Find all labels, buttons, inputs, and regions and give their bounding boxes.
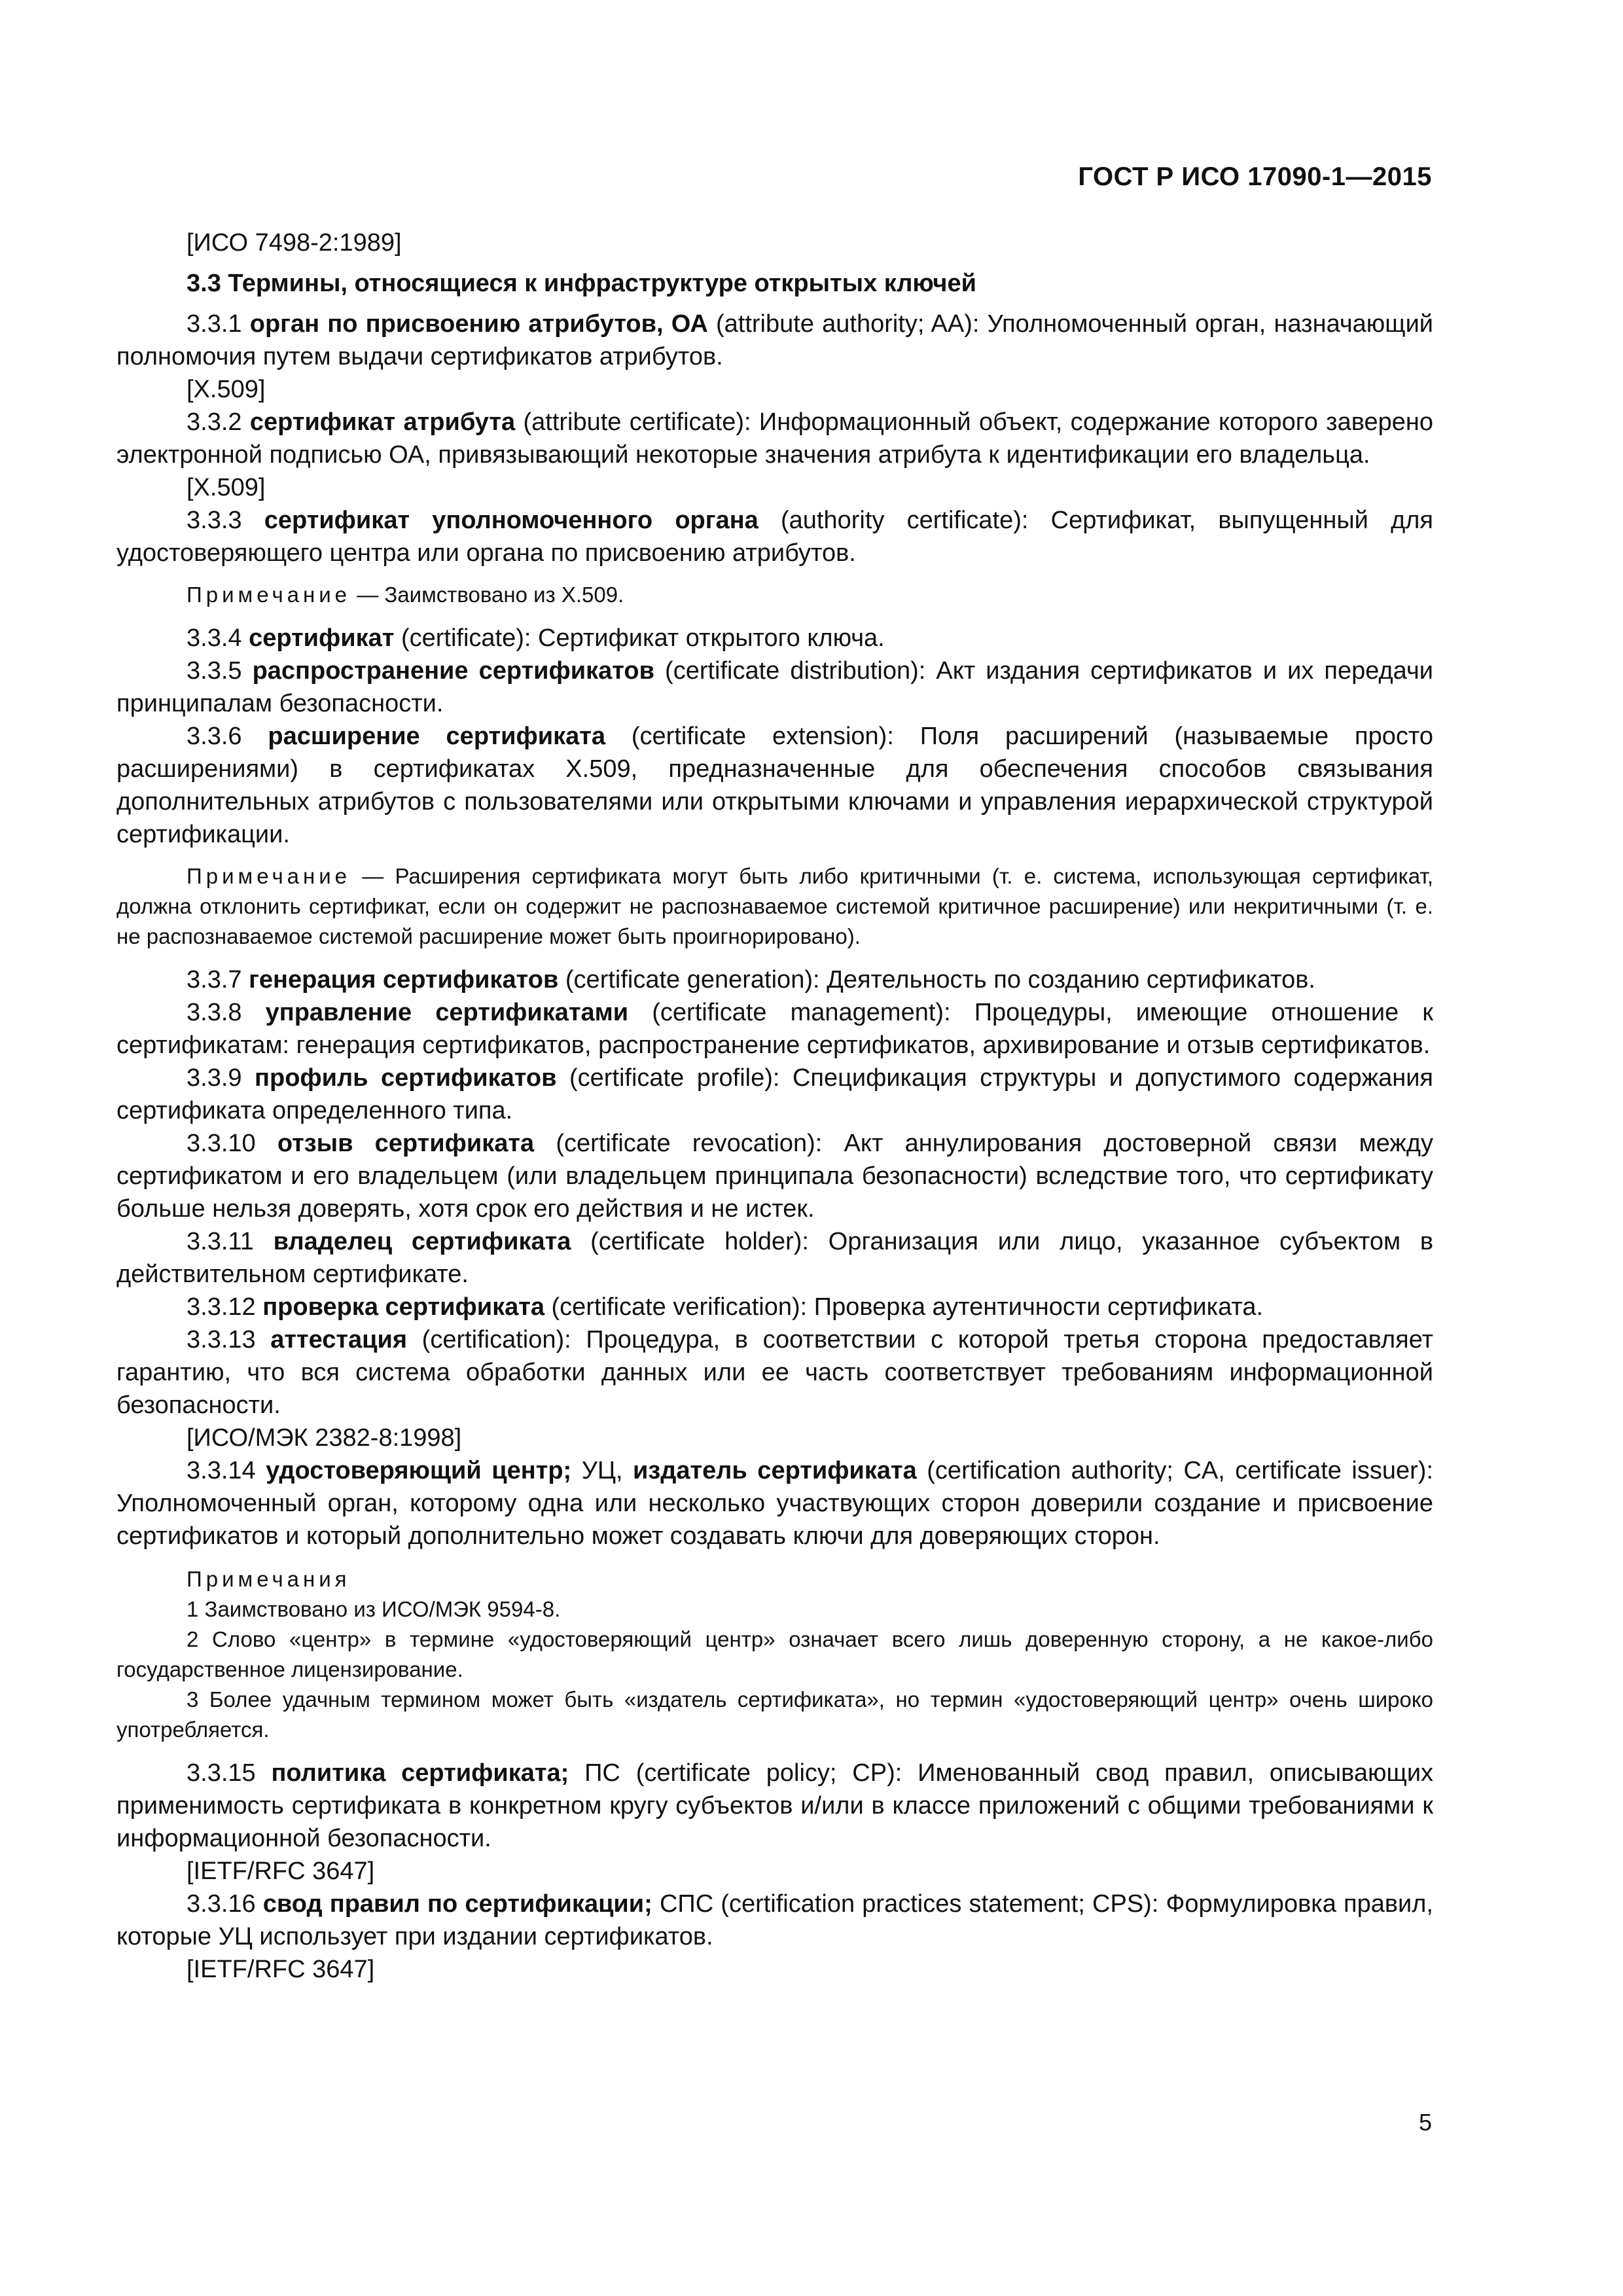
term-entry bbox=[116, 406, 1433, 471]
term-number: 3.3.13 bbox=[187, 1326, 256, 1354]
term-entry bbox=[116, 996, 1433, 1062]
term-entry bbox=[116, 504, 1433, 569]
term-definition: Проверка аутентичности сертификата. bbox=[813, 1293, 1264, 1321]
term-number: 3.3.5 bbox=[187, 657, 242, 685]
term-number: 3.3.3 bbox=[187, 507, 242, 534]
term-synonym: издатель сертификата bbox=[633, 1457, 917, 1484]
term-number: 3.3.9 bbox=[187, 1064, 242, 1092]
term-name: отзыв сертификата bbox=[277, 1130, 535, 1157]
term-definition: Деятельность по созданию сертификатов. bbox=[827, 966, 1315, 994]
term-definition: Процедуры, имеющие отношение к сертификатам: генерация сертификатов, распространение сертификатов, архивирование и отзыв сертификатов. bbox=[116, 999, 1433, 1059]
term-english: (attribute certificate): bbox=[523, 408, 751, 436]
term-entry bbox=[116, 963, 1433, 996]
note-text: — Заимствовано из X.509. bbox=[357, 583, 624, 607]
term-entry bbox=[116, 1454, 1433, 1552]
term-name: свод правил по сертификации; bbox=[262, 1890, 652, 1918]
term-abbreviation: СПС bbox=[659, 1890, 714, 1918]
term-definition: Организация или лицо, указанное субъектом в действительном сертификате. bbox=[116, 1228, 1434, 1288]
term-name: политика сертификата; bbox=[271, 1759, 569, 1787]
term-name: владелец сертификата bbox=[273, 1228, 571, 1255]
term-name: сертификат уполномоченного органа bbox=[264, 507, 758, 534]
note bbox=[116, 580, 1433, 610]
term-english: (attribute authority; AA): bbox=[716, 310, 980, 338]
term-name: сертификат bbox=[249, 624, 395, 652]
term-number: 3.3.1 bbox=[187, 310, 242, 338]
term-definition: Поля расширений (называемые просто расширениями) в сертификатах X.509, предназначенные для обеспечения способов связывания дополнительных атрибутов с пользователями или открытыми ключами и управления иерархической структурой сертификации. bbox=[116, 723, 1433, 848]
term-entry bbox=[116, 720, 1433, 851]
term-name: орган по присвоению атрибутов, ОА bbox=[249, 310, 708, 338]
term-number: 3.3.7 bbox=[187, 966, 242, 994]
term-english: (certificate): bbox=[401, 624, 531, 652]
reference: [ИСО 7498-2:1989] bbox=[187, 229, 402, 257]
term-english: (certificate profile): bbox=[569, 1064, 780, 1092]
reference: [ИСО/МЭК 2382-8:1998] bbox=[187, 1424, 462, 1452]
term-definition: Сертификат открытого ключа. bbox=[538, 624, 885, 652]
term-english: (certificate policy; CP): bbox=[635, 1759, 902, 1787]
term-definition: Информационный объект, содержание которого заверено электронной подписью ОА, привязывающий некоторые значения атрибута к идентификации его владельца. bbox=[116, 408, 1434, 469]
term-english: (certificate generation): bbox=[565, 966, 820, 994]
term-name: удостоверяющий центр; bbox=[266, 1457, 572, 1484]
term-abbreviation: УЦ, bbox=[581, 1457, 623, 1484]
term-name: сертификат атрибута bbox=[249, 408, 516, 436]
term-definition: Спецификация структуры и допустимого содержания сертификата определенного типа. bbox=[116, 1064, 1434, 1124]
note-item: 2 Слово «центр» в термине «удостоверяющий центр» означает всего лишь доверенную сторону, а не какое-либо государственное лицензирование. bbox=[116, 1627, 1433, 1681]
term-english: (certificate verification): bbox=[551, 1293, 808, 1321]
term-number: 3.3.16 bbox=[187, 1890, 256, 1918]
term-entry bbox=[116, 1291, 1433, 1323]
term-number: 3.3.11 bbox=[187, 1228, 254, 1255]
term-name: генерация сертификатов bbox=[249, 966, 559, 994]
term-english: (certificate revocation): bbox=[556, 1130, 823, 1157]
term-definition: Формулировка правил, которые УЦ использует при издании сертификатов. bbox=[116, 1890, 1433, 1950]
term-number: 3.3.12 bbox=[187, 1293, 256, 1321]
term-definition: Акт аннулирования достоверной связи между сертификатом и его владельцем (или владельцем принципала безопасности) вследствие того, что сертификату больше нельзя доверять, хотя срок его действия и не истек. bbox=[116, 1130, 1434, 1223]
term-english: (certificate distribution): bbox=[665, 657, 926, 685]
term-english: (authority certificate): bbox=[781, 507, 1029, 534]
reference: [IETF/RFC 3647] bbox=[187, 1956, 375, 1983]
term-entry bbox=[116, 1127, 1433, 1225]
term-english: (certificate management): bbox=[652, 999, 951, 1026]
section-heading: 3.3 Термины, относящиеся к инфраструктуре открытых ключей bbox=[187, 270, 976, 297]
term-name: расширение сертификата bbox=[268, 723, 606, 750]
page-number: 5 bbox=[1418, 2109, 1432, 2136]
term-english: (certification authority; CA, certificate issuer): bbox=[927, 1457, 1434, 1484]
term-definition: Сертификат, выпущенный для удостоверяющего центра или органа по присвоению атрибутов. bbox=[116, 507, 1433, 567]
notes-label-text: Примечания bbox=[187, 1567, 351, 1591]
note-label: Примечание bbox=[187, 864, 351, 888]
standard-designation: ГОСТ Р ИСО 17090-1—2015 bbox=[1078, 162, 1432, 191]
term-number: 3.3.2 bbox=[187, 408, 242, 436]
term-english: (certification): bbox=[421, 1326, 571, 1354]
term-number: 3.3.4 bbox=[187, 624, 242, 652]
term-entry bbox=[116, 308, 1433, 373]
note bbox=[116, 861, 1433, 952]
reference: [X.509] bbox=[187, 474, 266, 501]
note-label: Примечание bbox=[187, 583, 351, 607]
term-number: 3.3.14 bbox=[187, 1457, 256, 1484]
term-definition: Уполномоченный орган, которому одна или несколько участвующих сторон доверили создание и присвоение сертификатов и который дополнительно может создавать ключи для доверяющих сторон. bbox=[116, 1490, 1433, 1550]
note-text: — Расширения сертификата могут быть либо критичными (т. е. система, использующая сертификат, должна отклонить сертификат, если он содержит не распознаваемое системой критичное расширение) или некритичными (т. е. не распознаваемое системой расширение может быть проигнорировано). bbox=[116, 864, 1433, 948]
term-definition: Именованный свод правил, описывающих применимость сертификата в конкретном кругу субъектов и/или в классе приложений с общими требованиями к информационной безопасности. bbox=[116, 1759, 1434, 1852]
term-entry bbox=[116, 622, 1433, 655]
term-english: (certificate extension): bbox=[631, 723, 894, 750]
term-entry bbox=[116, 1757, 1433, 1855]
term-name: аттестация bbox=[270, 1326, 408, 1354]
term-entry bbox=[116, 1888, 1433, 1953]
term-name: распространение сертификатов bbox=[252, 657, 654, 685]
term-definition: Уполномоченный орган, назначающий полномочия путем выдачи сертификатов атрибутов. bbox=[116, 310, 1434, 370]
term-number: 3.3.8 bbox=[187, 999, 242, 1026]
term-english: (certificate holder): bbox=[590, 1228, 809, 1255]
term-name: профиль сертификатов bbox=[255, 1064, 557, 1092]
term-number: 3.3.15 bbox=[187, 1759, 256, 1787]
term-abbreviation: ПС bbox=[584, 1759, 620, 1787]
term-definition: Процедура, в соответствии с которой третья сторона предоставляет гарантию, что вся система обработки данных или ее часть соответствует требованиям информационной безопасности. bbox=[116, 1326, 1433, 1419]
reference: [IETF/RFC 3647] bbox=[187, 1857, 375, 1885]
term-number: 3.3.6 bbox=[187, 723, 242, 750]
term-english: (certification practices statement; CPS): bbox=[721, 1890, 1159, 1918]
term-definition: Акт издания сертификатов и их передачи принципалам безопасности. bbox=[116, 657, 1434, 717]
note-item: 3 Более удачным термином может быть «издатель сертификата», но термин «удостоверяющий центр» очень широко употребляется. bbox=[116, 1687, 1433, 1742]
notes-label bbox=[116, 1564, 1433, 1594]
term-entry bbox=[116, 1062, 1433, 1127]
reference: [X.509] bbox=[187, 376, 266, 403]
term-name: управление сертификатами bbox=[265, 999, 629, 1026]
term-name: проверка сертификата bbox=[262, 1293, 544, 1321]
term-entry bbox=[116, 1225, 1433, 1291]
term-entry bbox=[116, 655, 1433, 720]
term-number: 3.3.10 bbox=[187, 1130, 256, 1157]
note-item: 1 Заимствовано из ИСО/МЭК 9594-8. bbox=[187, 1597, 561, 1621]
document-body bbox=[116, 226, 1433, 1986]
term-entry bbox=[116, 1323, 1433, 1422]
